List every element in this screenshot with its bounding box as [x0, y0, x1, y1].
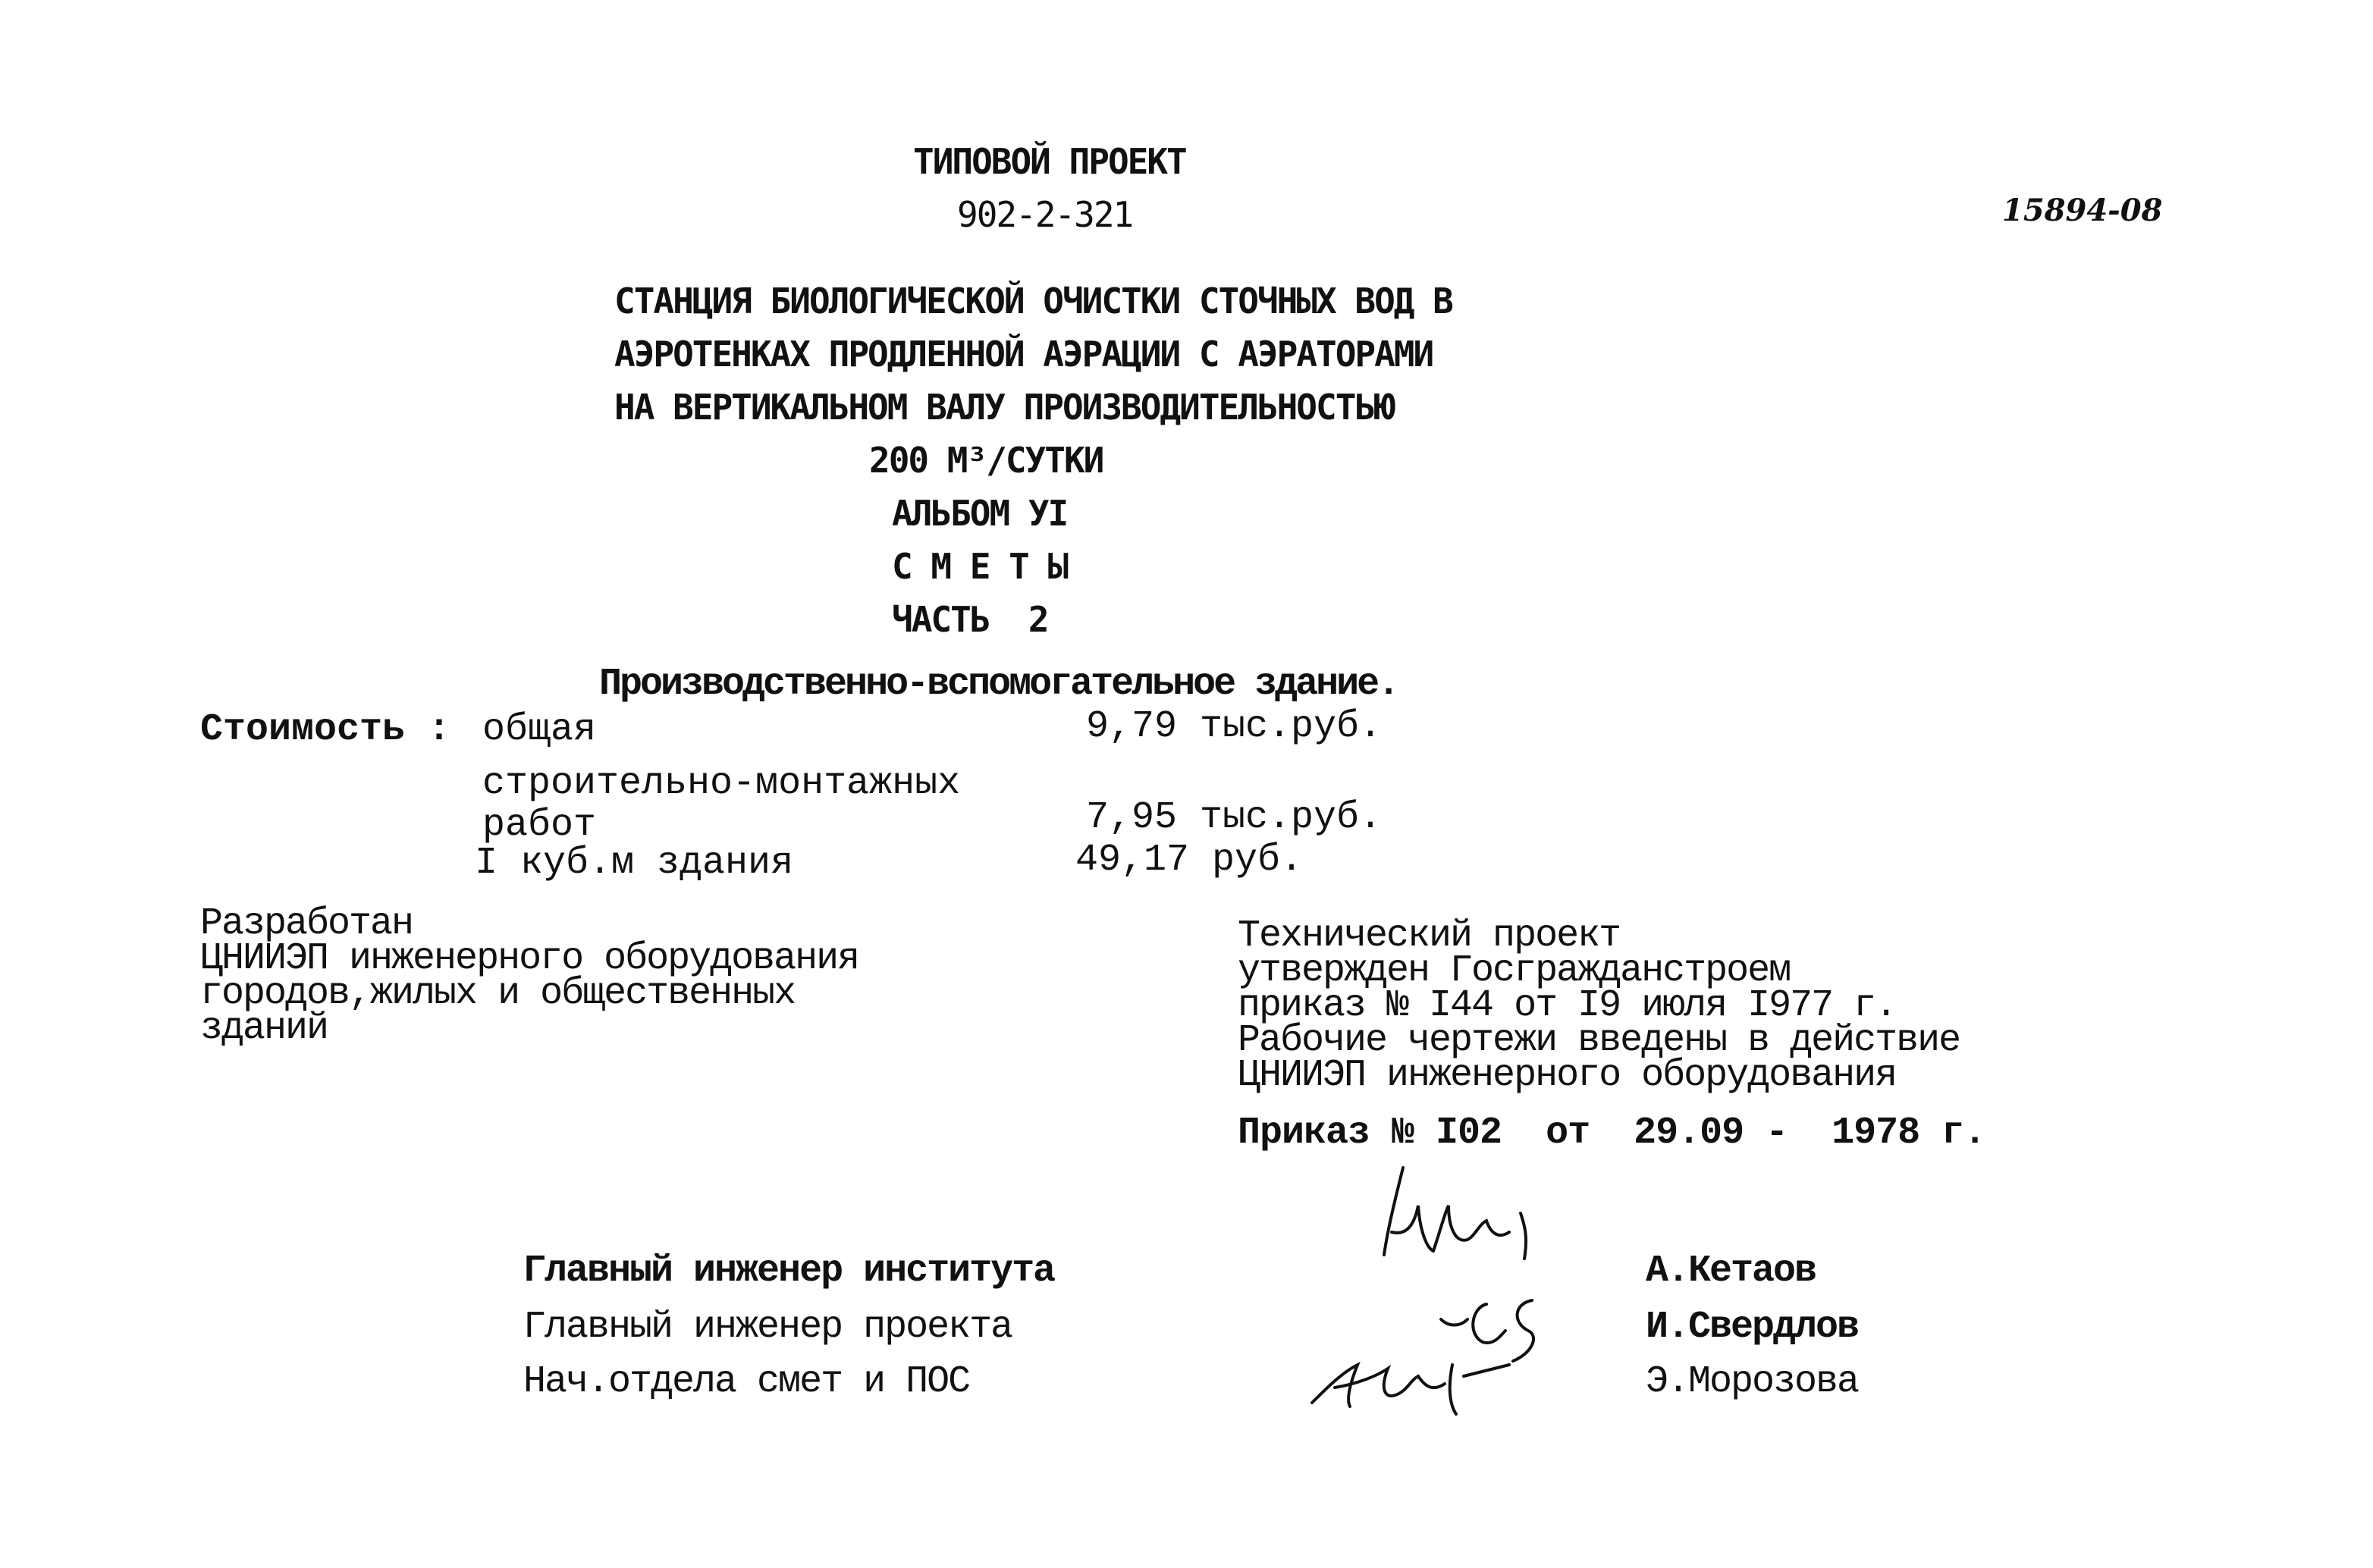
signatory-name: И.Свердлов	[1646, 1306, 1859, 1349]
signatory-name: А.Кетаов	[1646, 1250, 1816, 1293]
cost-row-value: 7,95 тыс.руб.	[1086, 796, 1383, 839]
title-line-2: АЭРОТЕНКАХ ПРОДЛЕННОЙ АЭРАЦИИ С АЭРАТОРАМИ	[614, 334, 1433, 375]
title-capacity: 200 М³/СУТКИ	[869, 440, 1103, 481]
building-name: Производственно-вспомогательное здание.	[599, 663, 1398, 706]
cost-row-name: общая	[482, 708, 597, 751]
developer-line: ЦНИИЭП инженерного оборудования	[200, 937, 859, 980]
signatory-position: Главный инженер проекта	[523, 1306, 1012, 1349]
corner-code: 15894-08	[2002, 193, 2163, 228]
approval-order: Приказ № I02 от 29.09 - 1978 г.	[1238, 1112, 1986, 1155]
signature-1	[1373, 1160, 1562, 1274]
title-line-1: СТАНЦИЯ БИОЛОГИЧЕСКОЙ ОЧИСТКИ СТОЧНЫХ ВОД В	[614, 281, 1452, 321]
approval-line: утвержден Госгражданстроем	[1238, 949, 1791, 993]
approval-line: Технический проект	[1238, 914, 1621, 958]
signatory-name: Э.Морозова	[1646, 1360, 1859, 1403]
project-number: 902-2-321	[957, 194, 1133, 235]
cost-row-value: 49,17 руб.	[1075, 839, 1304, 882]
developer-label: Разработан	[200, 902, 413, 946]
approval-line: приказ № I44 от I9 июля I977 г.	[1238, 984, 1897, 1027]
title-part: ЧАСТЬ 2	[892, 599, 1048, 640]
approval-line: ЦНИИЭП инженерного оборудования	[1238, 1054, 1897, 1097]
cost-label: Стоимость :	[200, 708, 451, 751]
title-album: АЛЬБОМ УI	[892, 493, 1068, 534]
title-section: С М Е Т Ы	[892, 546, 1068, 587]
signatory-position: Главный инженер института	[523, 1250, 1055, 1293]
title-line-3: НА ВЕРТИКАЛЬНОМ ВАЛУ ПРОИЗВОДИТЕЛЬНОСТЬЮ	[614, 387, 1394, 428]
signatory-position: Нач.отдела смет и ПОС	[523, 1360, 970, 1403]
cost-row-name: строительно-монтажных работ	[482, 762, 961, 847]
cost-row-name: I куб.м здания	[475, 842, 794, 885]
signature-3	[1304, 1342, 1532, 1425]
cost-row-value: 9,79 тыс.руб.	[1086, 705, 1383, 748]
approval-line: Рабочие чертежи введены в действие	[1238, 1019, 1960, 1062]
developer-line: городов,жилых и общественных	[200, 972, 796, 1015]
project-type: ТИПОВОЙ ПРОЕКТ	[913, 141, 1186, 182]
developer-line: зданий	[200, 1007, 328, 1050]
